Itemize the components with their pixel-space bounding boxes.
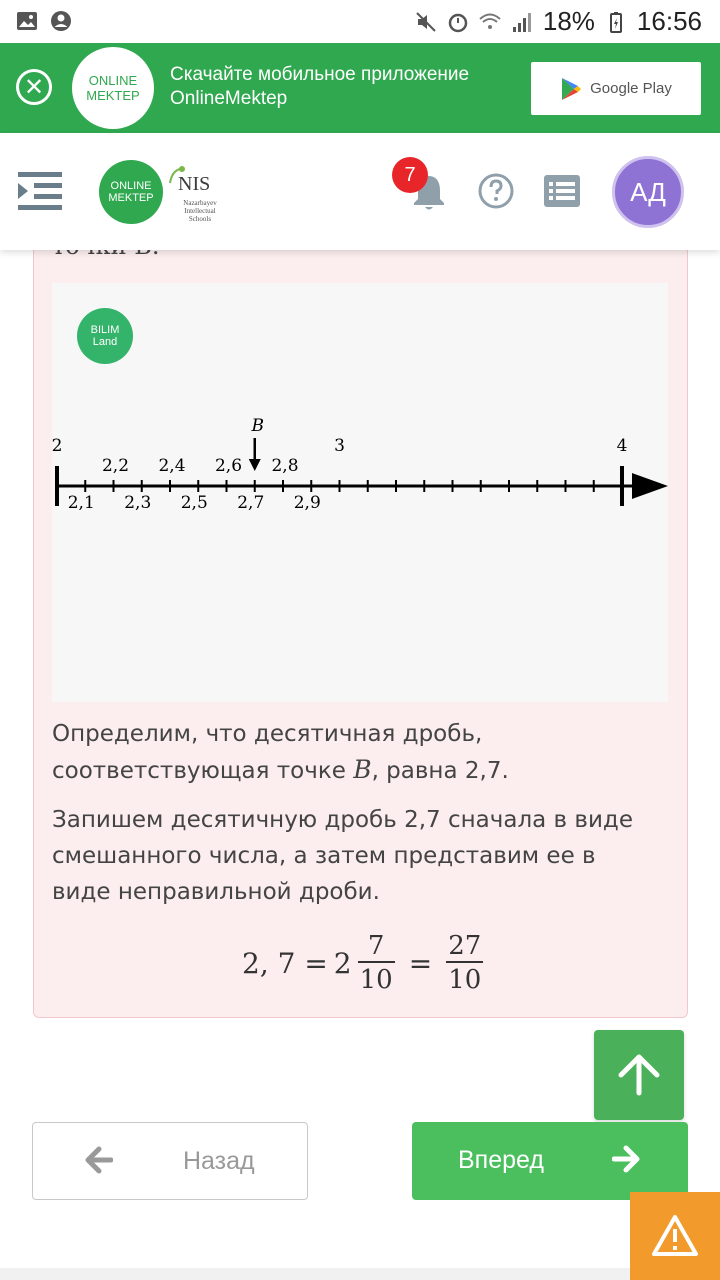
google-play-button[interactable] — [531, 62, 701, 115]
tick-label-lower: 2,7 — [237, 493, 265, 513]
alarm-icon — [447, 11, 469, 33]
battery-icon — [605, 11, 627, 33]
para1-line1: Определим, что десятичная дробь, — [52, 721, 483, 747]
app-promo-banner — [0, 43, 720, 133]
tick-label-upper: 2,4 — [158, 456, 186, 476]
logo-text-line2: MEKTEP — [108, 192, 154, 204]
point-b-label: B — [251, 416, 264, 436]
para1-line2 — [52, 752, 672, 789]
report-problem-button[interactable] — [630, 1192, 720, 1280]
arrow-right-icon — [612, 1144, 640, 1174]
para1-text-end: , равна 2,7. — [371, 758, 509, 784]
equation-lhs: 2, 7 = — [242, 946, 328, 980]
list-icon[interactable] — [544, 175, 580, 207]
nis-title: NIS — [178, 173, 211, 195]
watermark-line1: BILIM — [90, 324, 120, 336]
promo-text-line1: Скачайте мобильное приложение — [170, 64, 470, 85]
tick-label-lower: 2,5 — [180, 493, 208, 513]
mute-icon — [415, 11, 437, 33]
mixed-whole-part: 2 — [333, 946, 352, 980]
promo-text-line2: OnlineMektep — [170, 88, 288, 109]
equals-sign: = — [408, 946, 433, 980]
google-play-icon — [560, 77, 582, 101]
battery-percent: 18% — [542, 6, 595, 36]
tick-label-upper: 2,8 — [271, 456, 299, 476]
major-label: 3 — [334, 436, 345, 456]
para1-text: соответствующая точке — [52, 758, 354, 784]
menu-icon[interactable] — [18, 170, 62, 212]
fraction-2-denominator: 10 — [446, 961, 483, 995]
arrow-left-icon — [85, 1145, 113, 1175]
next-button-label: Вперед — [458, 1146, 544, 1174]
major-label: 4 — [616, 436, 628, 456]
watermark-line2: Land — [92, 336, 118, 348]
major-label: 2 — [52, 436, 63, 456]
para2-line3: виде неправильной дроби. — [52, 879, 380, 905]
image-icon — [16, 10, 38, 32]
app-header — [0, 133, 720, 250]
para2-line1: Запишем десятичную дробь 2,7 сначала в виде — [52, 807, 633, 833]
point-variable: B — [353, 755, 372, 784]
explanation-paragraph-2 — [52, 802, 672, 910]
tick-label-lower: 2,9 — [293, 493, 321, 513]
logo-text-line1: ONLINE — [110, 180, 152, 192]
google-play-label: Google Play — [590, 80, 672, 97]
logo-text-line2: MEKTEP — [86, 88, 140, 103]
account-circle-icon — [50, 10, 72, 32]
tick-label-upper: 2,6 — [214, 456, 243, 476]
number-line — [52, 283, 668, 702]
close-icon[interactable]: ✕ — [16, 69, 52, 105]
para2-line2: смешанного числа, а затем представим ее в — [52, 843, 596, 869]
number-line-figure — [52, 283, 668, 702]
scroll-to-top-button[interactable] — [594, 1030, 684, 1120]
clock: 16:56 — [636, 6, 702, 36]
bottom-strip — [0, 1268, 630, 1280]
fraction-2 — [446, 931, 483, 995]
next-button[interactable] — [412, 1122, 688, 1200]
arrow-up-icon — [617, 1053, 661, 1097]
notifications-badge: 7 — [392, 157, 428, 193]
conversion-equation — [242, 925, 483, 1001]
onlinemektep-logo[interactable] — [99, 160, 163, 224]
nis-logo — [168, 163, 228, 223]
nis-subtitle: Nazarbayev Intellectual Schools — [183, 199, 217, 223]
fraction-2-numerator: 27 — [448, 931, 482, 961]
back-button[interactable] — [32, 1122, 308, 1200]
tick-label-lower: 2,3 — [124, 493, 152, 513]
fraction-1-denominator: 10 — [358, 961, 395, 995]
help-icon[interactable] — [478, 173, 514, 209]
status-bar — [0, 0, 720, 43]
tick-label-lower: 2,1 — [67, 493, 95, 513]
onlinemektep-logo — [72, 47, 154, 129]
promo-text — [170, 63, 469, 111]
signal-icon — [511, 11, 533, 33]
fraction-1 — [358, 931, 395, 995]
tick-label-upper: 2,2 — [101, 456, 130, 476]
wifi-icon — [479, 11, 501, 33]
warning-icon — [651, 1214, 699, 1258]
avatar[interactable]: АД — [612, 156, 684, 228]
explanation-paragraph-1 — [52, 716, 672, 789]
point-b-arrowhead — [249, 459, 261, 471]
logo-text-line1: ONLINE — [88, 73, 138, 88]
fraction-1-numerator: 7 — [367, 931, 385, 961]
axis-arrowhead — [632, 473, 668, 499]
back-button-label: Назад — [183, 1147, 255, 1175]
